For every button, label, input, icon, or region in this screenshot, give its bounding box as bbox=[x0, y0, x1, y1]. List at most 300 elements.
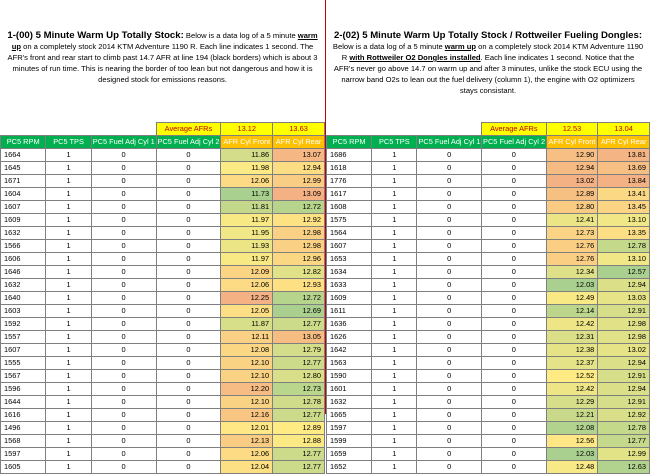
table-cell: 0 bbox=[91, 448, 156, 461]
table-cell: 0 bbox=[91, 240, 156, 253]
table-cell: 0 bbox=[482, 266, 547, 279]
table-cell: 0 bbox=[91, 344, 156, 357]
table-cell: 0 bbox=[91, 461, 156, 474]
table-cell: 0 bbox=[91, 305, 156, 318]
table-cell: 1653 bbox=[327, 253, 372, 266]
table-row bbox=[327, 409, 650, 422]
table-cell: 0 bbox=[417, 149, 482, 162]
table-cell: 12.89 bbox=[546, 188, 598, 201]
right-desc-a: Below is a data log of a 5 minute bbox=[332, 42, 445, 51]
table-cell: 0 bbox=[156, 448, 221, 461]
table-cell: 0 bbox=[482, 435, 547, 448]
table-cell: 1 bbox=[46, 240, 91, 253]
table-cell: 1644 bbox=[1, 396, 46, 409]
table-cell: 0 bbox=[417, 188, 482, 201]
table-cell: 0 bbox=[156, 253, 221, 266]
table-cell: 1564 bbox=[327, 227, 372, 240]
table-row bbox=[1, 461, 325, 474]
table-cell: 12.76 bbox=[546, 253, 598, 266]
table-cell: 0 bbox=[482, 253, 547, 266]
table-cell: 1634 bbox=[327, 266, 372, 279]
table-cell: 0 bbox=[482, 162, 547, 175]
table-cell: 0 bbox=[91, 266, 156, 279]
table-cell: 0 bbox=[91, 162, 156, 175]
table-cell: 12.94 bbox=[273, 162, 325, 175]
table-row bbox=[327, 331, 650, 344]
table-cell: 1632 bbox=[1, 227, 46, 240]
table-cell: 12.21 bbox=[546, 409, 598, 422]
table-cell: 11.95 bbox=[221, 227, 273, 240]
table-cell: 12.03 bbox=[546, 448, 598, 461]
table-cell: 0 bbox=[156, 331, 221, 344]
table-cell: 1 bbox=[372, 435, 417, 448]
table-cell: 11.97 bbox=[221, 253, 273, 266]
table-cell: 12.48 bbox=[546, 461, 598, 474]
table-cell: 12.11 bbox=[221, 331, 273, 344]
table-row bbox=[327, 149, 650, 162]
table-cell: 12.13 bbox=[221, 435, 273, 448]
table-cell: 1686 bbox=[327, 149, 372, 162]
table-cell: 0 bbox=[417, 461, 482, 474]
table-cell: 0 bbox=[482, 357, 547, 370]
table-cell: 12.73 bbox=[546, 227, 598, 240]
table-cell: 1618 bbox=[327, 162, 372, 175]
table-cell: 0 bbox=[91, 422, 156, 435]
table-cell: 1 bbox=[372, 331, 417, 344]
table-cell: 13.35 bbox=[598, 227, 650, 240]
table-cell: 1 bbox=[46, 331, 91, 344]
table-cell: 1 bbox=[372, 357, 417, 370]
table-cell: 0 bbox=[156, 279, 221, 292]
table-cell: 1496 bbox=[1, 422, 46, 435]
table-row bbox=[1, 279, 325, 292]
table-cell: 11.98 bbox=[221, 162, 273, 175]
table-cell: 1652 bbox=[327, 461, 372, 474]
table-cell: 1607 bbox=[327, 240, 372, 253]
table-row bbox=[1, 318, 325, 331]
table-cell: 0 bbox=[417, 292, 482, 305]
table-row bbox=[1, 253, 325, 266]
table-cell: 13.81 bbox=[598, 149, 650, 162]
table-cell: 1607 bbox=[1, 344, 46, 357]
table-cell: 1 bbox=[46, 279, 91, 292]
table-cell: 1 bbox=[46, 409, 91, 422]
table-cell: 1665 bbox=[327, 409, 372, 422]
table-cell: 12.10 bbox=[221, 357, 273, 370]
table-cell: 12.25 bbox=[221, 292, 273, 305]
table-row bbox=[327, 253, 650, 266]
table-cell: 12.78 bbox=[598, 240, 650, 253]
table-cell: 0 bbox=[417, 383, 482, 396]
table-cell: 12.94 bbox=[546, 162, 598, 175]
table-cell: 12.41 bbox=[546, 214, 598, 227]
table-cell: 1592 bbox=[1, 318, 46, 331]
table-cell: 0 bbox=[417, 318, 482, 331]
table-cell: 1 bbox=[372, 383, 417, 396]
table-cell: 13.07 bbox=[273, 149, 325, 162]
table-cell: 12.73 bbox=[273, 383, 325, 396]
table-cell: 0 bbox=[91, 175, 156, 188]
table-row bbox=[327, 162, 650, 175]
table-row bbox=[1, 383, 325, 396]
table-cell: 1606 bbox=[1, 253, 46, 266]
table-cell: 12.77 bbox=[598, 435, 650, 448]
table-cell: 0 bbox=[482, 240, 547, 253]
table-cell: 12.57 bbox=[598, 266, 650, 279]
table-cell: 12.91 bbox=[598, 370, 650, 383]
table-cell: 1617 bbox=[327, 188, 372, 201]
table-cell: 0 bbox=[156, 318, 221, 331]
table-cell: 0 bbox=[91, 214, 156, 227]
table-cell: 0 bbox=[156, 396, 221, 409]
table-cell: 1608 bbox=[327, 201, 372, 214]
table-cell: 12.10 bbox=[221, 396, 273, 409]
table-cell: 13.10 bbox=[598, 253, 650, 266]
table-cell: 0 bbox=[156, 175, 221, 188]
table-cell: 0 bbox=[417, 331, 482, 344]
table-cell: 0 bbox=[417, 162, 482, 175]
average-row bbox=[327, 123, 650, 136]
table-cell: 1633 bbox=[327, 279, 372, 292]
table-row bbox=[327, 292, 650, 305]
table-cell: 0 bbox=[417, 357, 482, 370]
blank-cell bbox=[372, 123, 417, 136]
table-cell: 12.76 bbox=[546, 240, 598, 253]
table-cell: 0 bbox=[91, 357, 156, 370]
table-cell: 12.37 bbox=[546, 357, 598, 370]
table-cell: 1664 bbox=[1, 149, 46, 162]
table-cell: 0 bbox=[417, 214, 482, 227]
table-cell: 11.97 bbox=[221, 214, 273, 227]
table-cell: 1599 bbox=[327, 435, 372, 448]
table-cell: 11.93 bbox=[221, 240, 273, 253]
table-cell: 12.06 bbox=[221, 175, 273, 188]
table-cell: 0 bbox=[91, 396, 156, 409]
table-row bbox=[1, 305, 325, 318]
table-cell: 12.34 bbox=[546, 266, 598, 279]
table-cell: 0 bbox=[91, 292, 156, 305]
table-cell: 12.63 bbox=[598, 461, 650, 474]
table-cell: 0 bbox=[91, 318, 156, 331]
right-desc-underline-2: with Rottweiler O2 Dongles installed bbox=[349, 53, 481, 62]
left-data-table bbox=[0, 122, 325, 474]
left-intro bbox=[0, 0, 325, 122]
table-cell: 12.80 bbox=[546, 201, 598, 214]
table-cell: 12.31 bbox=[546, 331, 598, 344]
table-cell: 12.08 bbox=[546, 422, 598, 435]
table-cell: 1557 bbox=[1, 331, 46, 344]
table-row bbox=[327, 214, 650, 227]
blank-cell bbox=[327, 123, 372, 136]
table-cell: 1 bbox=[372, 175, 417, 188]
table-cell: 12.04 bbox=[221, 461, 273, 474]
table-cell: 1 bbox=[46, 305, 91, 318]
table-row bbox=[1, 331, 325, 344]
blank-cell bbox=[1, 123, 46, 136]
table-row bbox=[327, 357, 650, 370]
table-cell: 12.89 bbox=[273, 422, 325, 435]
table-row bbox=[327, 266, 650, 279]
table-cell: 13.02 bbox=[598, 344, 650, 357]
table-cell: 13.09 bbox=[273, 188, 325, 201]
table-cell: 12.14 bbox=[546, 305, 598, 318]
table-row bbox=[1, 344, 325, 357]
table-cell: 0 bbox=[417, 227, 482, 240]
table-cell: 0 bbox=[482, 214, 547, 227]
column-header: AFR Cyl Front bbox=[221, 136, 273, 149]
table-cell: 1 bbox=[46, 383, 91, 396]
column-header-row bbox=[327, 136, 650, 149]
table-cell: 0 bbox=[482, 396, 547, 409]
average-row bbox=[1, 123, 325, 136]
table-cell: 1566 bbox=[1, 240, 46, 253]
table-cell: 0 bbox=[156, 240, 221, 253]
table-row bbox=[327, 396, 650, 409]
table-cell: 12.98 bbox=[598, 331, 650, 344]
right-desc-underline-1: warm up bbox=[444, 42, 477, 51]
column-header: PC5 Fuel Adj Cyl 2 bbox=[156, 136, 221, 149]
table-row bbox=[327, 175, 650, 188]
table-cell: 12.93 bbox=[273, 279, 325, 292]
table-cell: 12.56 bbox=[546, 435, 598, 448]
table-cell: 12.08 bbox=[221, 344, 273, 357]
table-cell: 0 bbox=[482, 318, 547, 331]
table-cell: 12.98 bbox=[273, 240, 325, 253]
table-cell: 0 bbox=[91, 383, 156, 396]
table-cell: 0 bbox=[417, 409, 482, 422]
table-cell: 0 bbox=[482, 422, 547, 435]
table-cell: 0 bbox=[417, 240, 482, 253]
column-header-row bbox=[1, 136, 325, 149]
table-cell: 12.05 bbox=[221, 305, 273, 318]
table-cell: 0 bbox=[156, 435, 221, 448]
table-cell: 0 bbox=[417, 370, 482, 383]
column-header: PC5 TPS bbox=[46, 136, 91, 149]
table-cell: 1 bbox=[46, 370, 91, 383]
table-cell: 0 bbox=[482, 305, 547, 318]
table-cell: 12.91 bbox=[598, 396, 650, 409]
table-row bbox=[1, 370, 325, 383]
column-header: PC5 Fuel Adj Cyl 1 bbox=[91, 136, 156, 149]
average-label: Average AFRs bbox=[156, 123, 221, 136]
table-row bbox=[327, 344, 650, 357]
table-row bbox=[1, 175, 325, 188]
table-cell: 0 bbox=[417, 175, 482, 188]
table-cell: 1 bbox=[46, 227, 91, 240]
table-cell: 1 bbox=[372, 253, 417, 266]
table-cell: 0 bbox=[91, 201, 156, 214]
table-cell: 0 bbox=[417, 305, 482, 318]
table-cell: 1 bbox=[372, 227, 417, 240]
average-rear-value: 13.04 bbox=[598, 123, 650, 136]
table-cell: 0 bbox=[156, 357, 221, 370]
column-header: PC5 Fuel Adj Cyl 1 bbox=[417, 136, 482, 149]
table-row bbox=[1, 227, 325, 240]
table-cell: 13.03 bbox=[598, 292, 650, 305]
average-label: Average AFRs bbox=[482, 123, 547, 136]
table-row bbox=[327, 305, 650, 318]
table-cell: 1 bbox=[372, 396, 417, 409]
table-cell: 0 bbox=[482, 227, 547, 240]
table-cell: 0 bbox=[91, 370, 156, 383]
table-cell: 0 bbox=[91, 188, 156, 201]
table-cell: 1 bbox=[372, 370, 417, 383]
table-row bbox=[327, 383, 650, 396]
table-cell: 12.09 bbox=[221, 266, 273, 279]
table-cell: 11.86 bbox=[221, 149, 273, 162]
table-cell: 12.77 bbox=[273, 357, 325, 370]
table-cell: 0 bbox=[156, 344, 221, 357]
table-row bbox=[327, 318, 650, 331]
table-cell: 0 bbox=[91, 409, 156, 422]
table-cell: 1 bbox=[372, 162, 417, 175]
table-cell: 12.99 bbox=[273, 175, 325, 188]
table-cell: 0 bbox=[417, 201, 482, 214]
table-cell: 0 bbox=[156, 266, 221, 279]
average-front-value: 12.53 bbox=[546, 123, 598, 136]
table-cell: 0 bbox=[156, 461, 221, 474]
table-cell: 0 bbox=[156, 292, 221, 305]
table-cell: 1 bbox=[372, 214, 417, 227]
table-cell: 12.79 bbox=[273, 344, 325, 357]
table-cell: 12.99 bbox=[598, 448, 650, 461]
table-cell: 0 bbox=[156, 227, 221, 240]
table-row bbox=[327, 240, 650, 253]
column-header: AFR Cyl Rear bbox=[598, 136, 650, 149]
table-cell: 1 bbox=[372, 292, 417, 305]
table-cell: 11.73 bbox=[221, 188, 273, 201]
table-cell: 0 bbox=[482, 409, 547, 422]
table-cell: 12.98 bbox=[598, 318, 650, 331]
table-cell: 0 bbox=[482, 383, 547, 396]
table-cell: 1 bbox=[372, 409, 417, 422]
table-row bbox=[1, 435, 325, 448]
blank-cell bbox=[46, 123, 91, 136]
table-cell: 1671 bbox=[1, 175, 46, 188]
table-cell: 1 bbox=[372, 344, 417, 357]
table-cell: 1632 bbox=[327, 396, 372, 409]
table-cell: 0 bbox=[417, 448, 482, 461]
table-row bbox=[1, 162, 325, 175]
table-cell: 1659 bbox=[327, 448, 372, 461]
table-row bbox=[1, 292, 325, 305]
table-cell: 1568 bbox=[1, 435, 46, 448]
table-cell: 1 bbox=[372, 266, 417, 279]
right-desc-c: . Each line indicates 1 second. Notice that the AFR's never go above 14.7 on warm up and after 3 minutes, unlike the stock ECU using the narrow band O2s to lean out the fuel delivery (column 1), the engine with O2 optimizers stays consistant. bbox=[333, 53, 643, 95]
table-row bbox=[1, 214, 325, 227]
column-header: PC5 RPM bbox=[1, 136, 46, 149]
table-cell: 1 bbox=[46, 357, 91, 370]
table-cell: 1640 bbox=[1, 292, 46, 305]
table-cell: 1632 bbox=[1, 279, 46, 292]
table-cell: 12.49 bbox=[546, 292, 598, 305]
table-cell: 0 bbox=[417, 266, 482, 279]
table-cell: 1 bbox=[46, 292, 91, 305]
table-cell: 1609 bbox=[327, 292, 372, 305]
table-cell: 1 bbox=[372, 240, 417, 253]
table-cell: 0 bbox=[156, 188, 221, 201]
table-cell: 1563 bbox=[327, 357, 372, 370]
table-cell: 0 bbox=[417, 396, 482, 409]
table-cell: 1 bbox=[46, 162, 91, 175]
table-cell: 13.69 bbox=[598, 162, 650, 175]
table-row bbox=[327, 422, 650, 435]
right-title: 2-(02) 5 Minute Warm Up Totally Stock / Rottweiler Fueling Dongles: bbox=[333, 30, 643, 41]
table-cell: 12.77 bbox=[273, 461, 325, 474]
table-cell: 12.06 bbox=[221, 279, 273, 292]
table-cell: 1 bbox=[46, 435, 91, 448]
table-cell: 1604 bbox=[1, 188, 46, 201]
table-cell: 0 bbox=[156, 409, 221, 422]
column-header: AFR Cyl Front bbox=[546, 136, 598, 149]
table-cell: 12.72 bbox=[273, 201, 325, 214]
right-data-table bbox=[326, 122, 650, 474]
table-cell: 12.98 bbox=[273, 227, 325, 240]
table-cell: 12.91 bbox=[598, 305, 650, 318]
table-cell: 13.45 bbox=[598, 201, 650, 214]
table-cell: 13.05 bbox=[273, 331, 325, 344]
table-cell: 1 bbox=[372, 461, 417, 474]
table-cell: 12.38 bbox=[546, 344, 598, 357]
left-title: 1-(00) 5 Minute Warm Up Totally Stock: bbox=[7, 30, 184, 41]
table-cell: 12.52 bbox=[546, 370, 598, 383]
table-cell: 12.94 bbox=[598, 383, 650, 396]
table-cell: 1646 bbox=[1, 266, 46, 279]
blank-cell bbox=[417, 123, 482, 136]
table-cell: 0 bbox=[417, 279, 482, 292]
right-section bbox=[326, 0, 650, 471]
table-cell: 1 bbox=[372, 149, 417, 162]
table-cell: 12.96 bbox=[273, 253, 325, 266]
table-cell: 12.88 bbox=[273, 435, 325, 448]
table-cell: 0 bbox=[482, 201, 547, 214]
table-cell: 1645 bbox=[1, 162, 46, 175]
table-cell: 0 bbox=[482, 370, 547, 383]
table-row bbox=[327, 461, 650, 474]
table-cell: 13.41 bbox=[598, 188, 650, 201]
table-cell: 0 bbox=[91, 279, 156, 292]
table-cell: 13.84 bbox=[598, 175, 650, 188]
table-row bbox=[327, 201, 650, 214]
table-cell: 1 bbox=[46, 396, 91, 409]
table-row bbox=[1, 409, 325, 422]
column-header: AFR Cyl Rear bbox=[273, 136, 325, 149]
table-cell: 12.01 bbox=[221, 422, 273, 435]
table-cell: 12.82 bbox=[273, 266, 325, 279]
table-cell: 1636 bbox=[327, 318, 372, 331]
left-desc-a: Below is a data log of a 5 minute bbox=[183, 31, 298, 40]
table-cell: 13.02 bbox=[546, 175, 598, 188]
table-cell: 0 bbox=[482, 344, 547, 357]
table-cell: 12.72 bbox=[273, 292, 325, 305]
table-row bbox=[1, 422, 325, 435]
table-cell: 12.10 bbox=[221, 370, 273, 383]
table-row bbox=[327, 188, 650, 201]
table-cell: 0 bbox=[91, 331, 156, 344]
table-row bbox=[327, 370, 650, 383]
table-cell: 1575 bbox=[327, 214, 372, 227]
table-cell: 1642 bbox=[327, 344, 372, 357]
table-cell: 1597 bbox=[327, 422, 372, 435]
left-section bbox=[0, 0, 325, 471]
table-cell: 13.10 bbox=[598, 214, 650, 227]
table-cell: 0 bbox=[156, 214, 221, 227]
table-row bbox=[327, 227, 650, 240]
table-cell: 11.81 bbox=[221, 201, 273, 214]
table-cell: 1 bbox=[46, 448, 91, 461]
right-desc-b: on a completely stock 2014 KTM Adventure 1190 R bbox=[341, 42, 644, 62]
table-cell: 1 bbox=[372, 201, 417, 214]
